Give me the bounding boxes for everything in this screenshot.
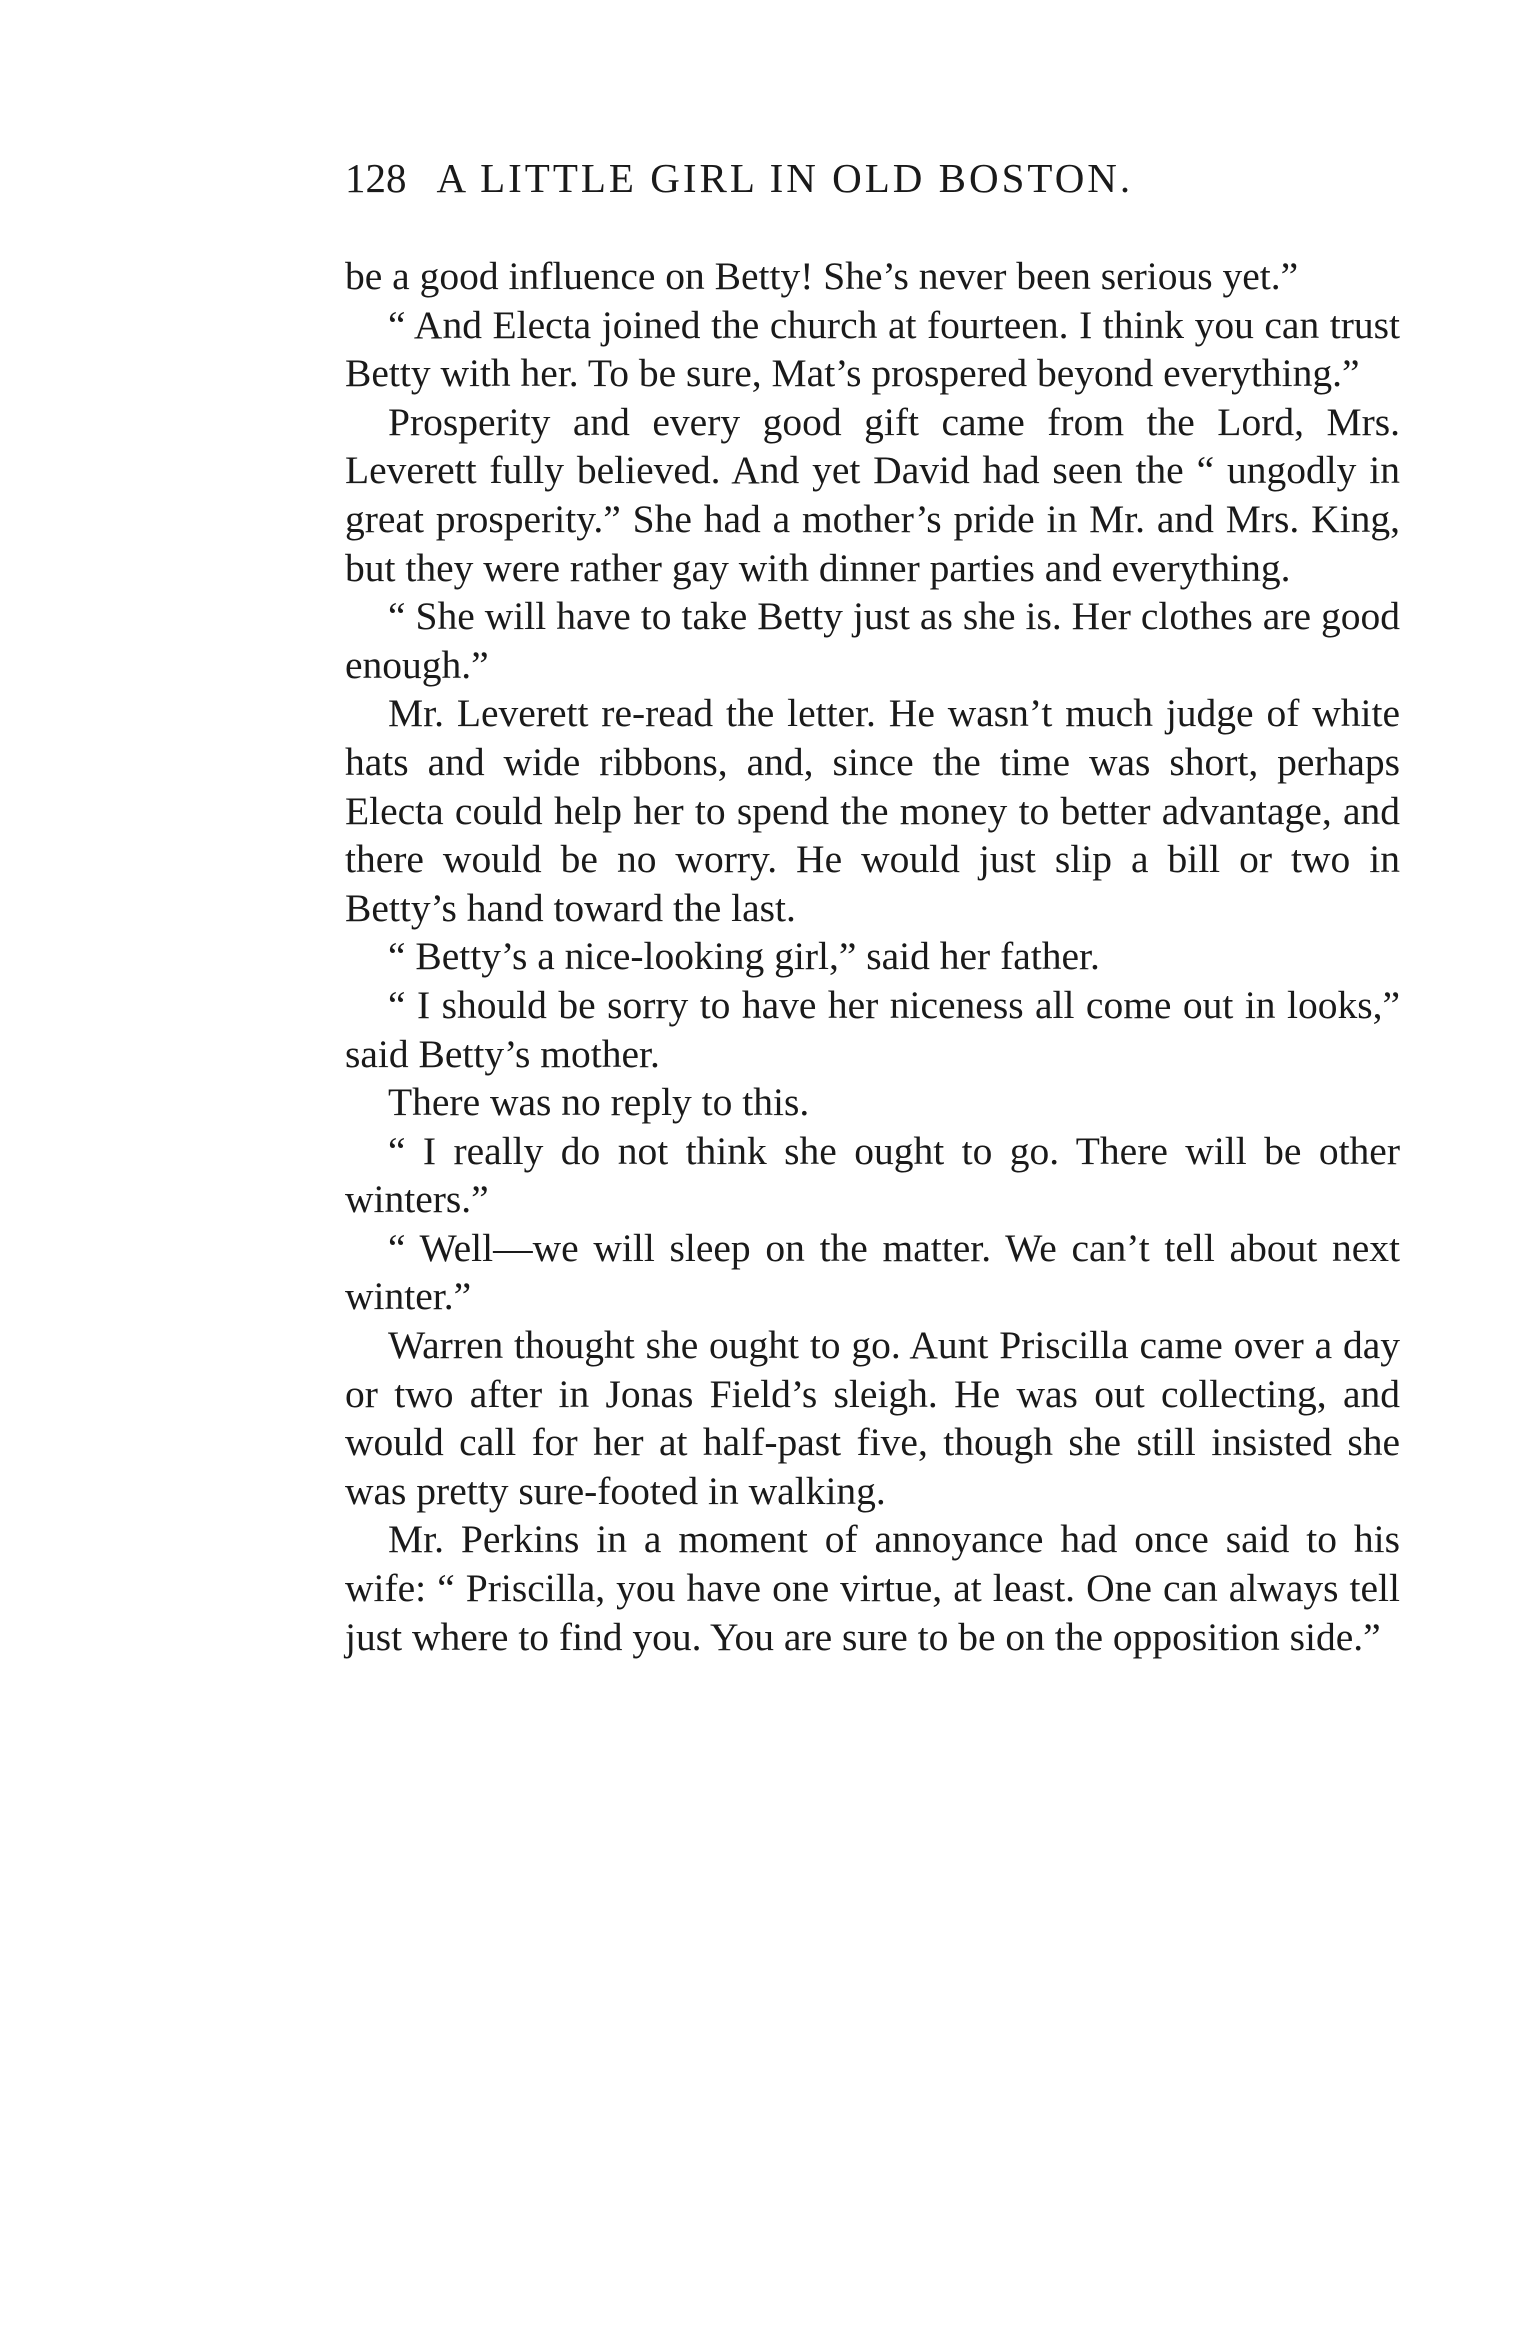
paragraph: “ I should be sorry to have her niceness all come out in looks,” said Betty’s mother. (345, 982, 1400, 1076)
paragraph: “ Well—we will sleep on the matter. We can’t tell about next winter.” (345, 1225, 1400, 1319)
running-title: A LITTLE GIRL IN OLD BOSTON. (436, 155, 1134, 201)
paragraph: Mr. Perkins in a moment of annoyance had once said to his wife: “ Priscilla, you have one virtue, at least. One can always tell just where to find you. You are sure to be on the opposition side.” (345, 1517, 1400, 1659)
paragraph: Mr. Leverett re-read the letter. He wasn’t much judge of white hats and wide ribbons, and, since the time was short, perhaps Electa could help her to spend the money to better advantage, and there would be no worry. He would just slip a bill or two in Betty’s hand toward the last. (345, 691, 1400, 930)
paragraph: “ She will have to take Betty just as she is. Her clothes are good enough.” (345, 594, 1400, 687)
paragraph: “ I really do not think she ought to go. There will be other winters.” (345, 1128, 1400, 1222)
paragraph: There was no reply to this. (388, 1080, 810, 1125)
paragraph: “ And Electa joined the church at fourteen. I think you can trust Betty with her. To be sure, Mat’s prospered beyond everything.” (345, 302, 1400, 396)
paragraph: Warren thought she ought to go. Aunt Priscilla came over a day or two after in Jonas Field’s sleigh. He was out collecting, and would call for her at half-past five, though she still insisted she was pretty sure-footed in walking. (345, 1323, 1400, 1513)
body-text (345, 252, 1400, 1661)
page-header (345, 155, 1405, 201)
paragraph: “ Betty’s a nice-looking girl,” said her father. (388, 934, 1100, 979)
paragraph-continuation: be a good influence on Betty! She’s never been serious yet.” (345, 254, 1299, 298)
paragraph: Prosperity and every good gift came from the Lord, Mrs. Leverett fully believed. And yet David had seen the “ ungodly in great prosperity.” She had a mother’s pride in Mr. and Mrs. King, but they were rather gay with dinner parties and everything. (345, 399, 1400, 590)
page-number: 128 (345, 155, 407, 201)
